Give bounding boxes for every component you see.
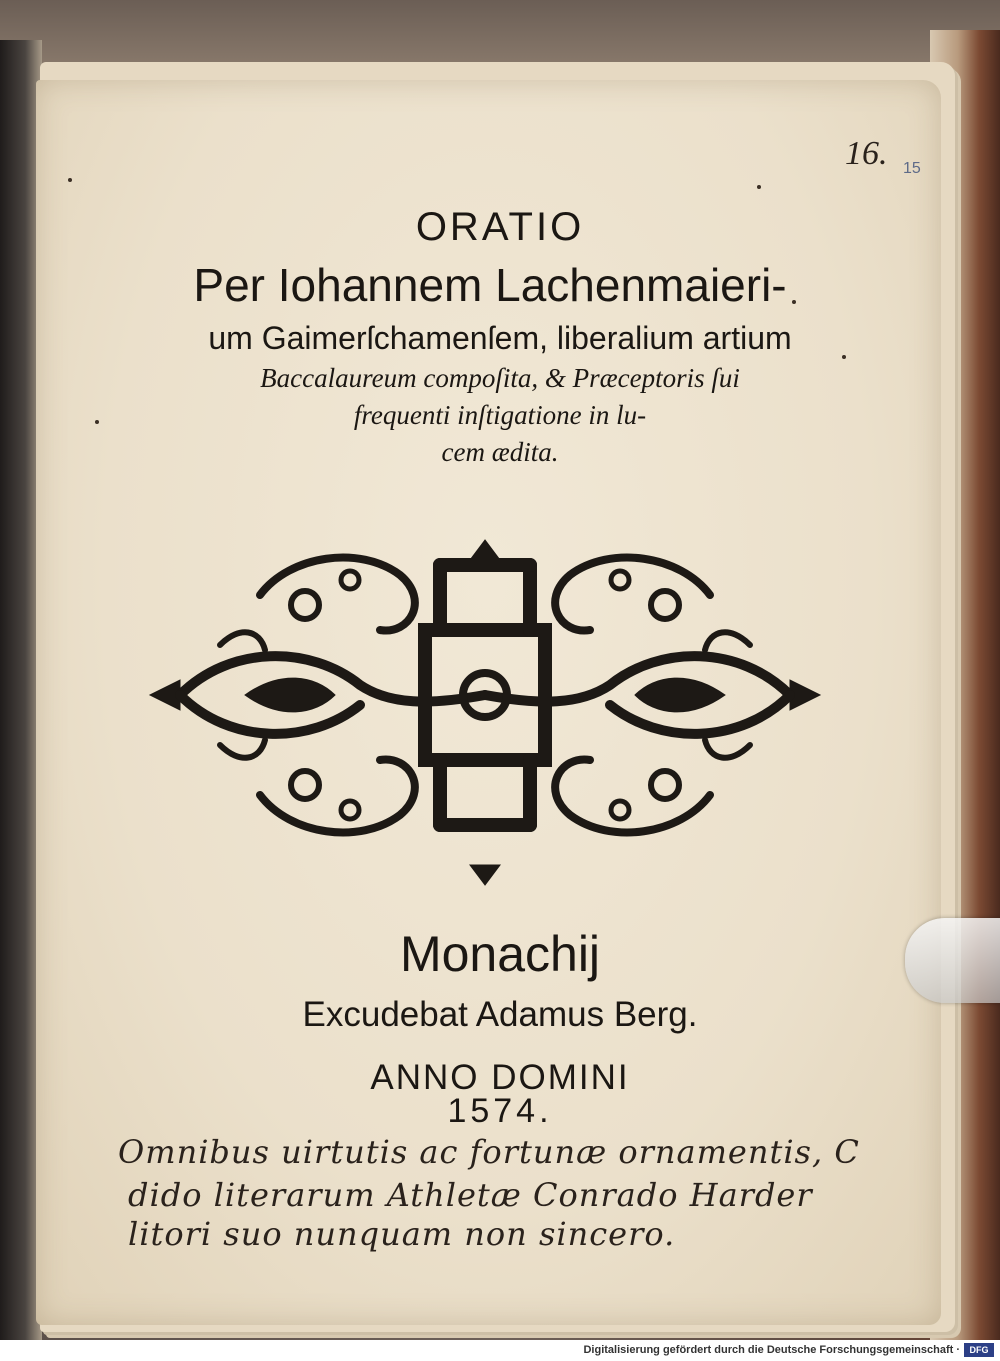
scanner-clamp xyxy=(905,918,1000,1003)
folio-number-small: 15 xyxy=(903,160,921,177)
imprint-place: Monachij xyxy=(399,926,601,982)
title-line-5: cem ædita. xyxy=(441,437,559,467)
ink-speck xyxy=(68,178,72,182)
title-heading: ORATIO xyxy=(415,205,585,249)
imprint-anno: ANNO DOMINI xyxy=(370,1058,630,1097)
handwritten-dedication-line-3: litori suo nunquam non sincero. xyxy=(128,1215,676,1253)
handwritten-dedication-line-2: dido literarum Athletæ Conrado Harder xyxy=(128,1176,813,1214)
folio-number: 16. xyxy=(845,135,888,172)
title-line-2: um Gaimerſchamenſem, liberalium artium xyxy=(208,320,792,356)
handwritten-dedication-line-1: Omnibus uirtutis ac fortunæ ornamentis, C xyxy=(118,1133,860,1171)
cover-top-edge xyxy=(0,0,1000,70)
imprint-printer: Excudebat Adamus Berg. xyxy=(302,995,698,1034)
ink-speck xyxy=(757,185,761,189)
dfg-logo: DFG xyxy=(964,1343,994,1357)
title-line-1: Per Iohannem Lachenmaieri- xyxy=(193,259,787,311)
footer-bar xyxy=(0,1340,1000,1361)
woodcut-ornament xyxy=(140,535,830,890)
title-line-3: Baccalaureum compoſita, & Præceptoris ſui xyxy=(260,363,740,393)
title-line-4: frequenti inſtigatione in lu- xyxy=(353,400,647,430)
imprint-year: 1574. xyxy=(447,1092,553,1130)
footer-credit: Digitalisierung gefördert durch die Deutsche Forschungsgemeinschaft · xyxy=(583,1344,960,1356)
